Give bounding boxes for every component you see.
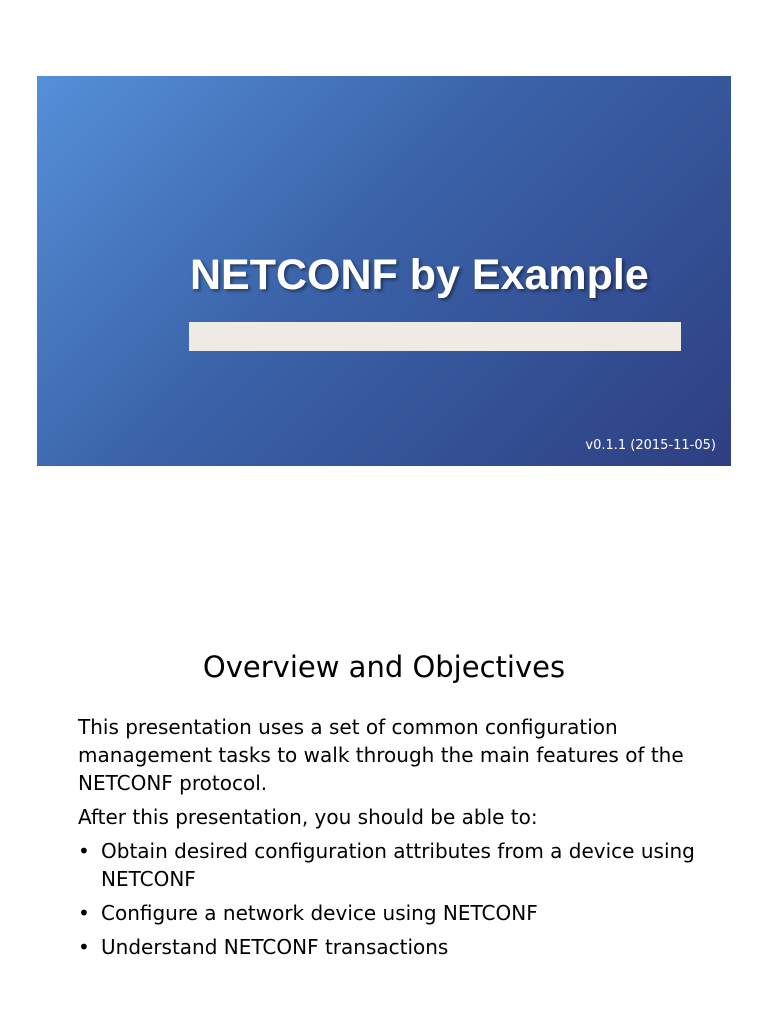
objectives-list: [78, 837, 718, 961]
bullet-icon: •: [78, 901, 90, 925]
list-item: [78, 933, 718, 961]
overview-body: [78, 713, 718, 967]
bullet-icon: •: [78, 935, 90, 959]
intro-paragraph: This presentation uses a set of common configuration management tasks to walk through the main features of the NETCONF protocol.: [78, 715, 684, 795]
version-label: v0.1.1 (2015-11-05): [585, 438, 716, 453]
list-item-text: Configure a network device using NETCONF: [101, 901, 538, 925]
bullet-icon: •: [78, 839, 90, 863]
list-item-text: Obtain desired configuration attributes from a device using NETCONF: [101, 839, 695, 891]
overview-slide: [37, 560, 731, 1000]
title-slide: [37, 76, 731, 466]
slide-title: NETCONF by Example: [190, 251, 649, 299]
objectives-lead-paragraph: After this presentation, you should be able to:: [78, 805, 538, 829]
list-item-text: Understand NETCONF transactions: [101, 935, 449, 959]
subtitle-bar: [189, 322, 681, 351]
list-item: [78, 837, 718, 893]
list-item: [78, 899, 718, 927]
overview-title: Overview and Objectives: [202, 650, 566, 684]
